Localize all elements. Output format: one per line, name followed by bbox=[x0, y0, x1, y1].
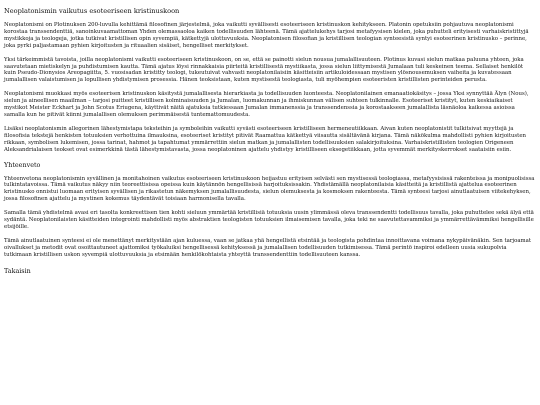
paragraph-intro-4: Lisäksi neoplatonismin allegorinen lähestymistapa teksteihin ja symboleihin vaikutti syvästi esoteeriseen kristilliseen hermeneutiikkaan. Aivan kuten neoplatonistit tulkitsivat myyttejä ja filosofisia tekstejä henkisten totuuksien verhottuina ilmauksina, esoteeriset kristityt pitivät Raamattua kätkettyä viisautta sisältävänä kirjana. Tämä näkökulma mahdollisti pyhien kirjoitusten rikkaan, symbolisen lukemisen, jossa tarinat, hahmot ja tapahtumat ymmärrettiin sielun matkan ja jumalallisten todellisuuksien salakirjoituksina. Varhaiskristillisten teologien Origeneen Aleksandrialaisen teokset ovat esimerkkinä tästä lähestymistavasta, jossa neoplatoninen ajattelu yhdistyy kristilliseen eksegetiikkaan, jotta syvemmät merkityskerrokset saataisiin esiin. bbox=[4, 125, 527, 153]
page-title: Neoplatonismin vaikutus esoteeriseen kristinuskoon bbox=[4, 7, 180, 15]
paragraph-summary-1: Yhteenvetona neoplatonismin syvällinen ja monitahoinen vaikutus esoteeriseen kristinuskoon heijastuu erityisen selvästi sen mystisessä teologiassa, metafyysisissä rakenteissa ja monipuolisissa tulkintatavoissa. Tämä vaikutus näkyy niin teoreettisissa opeissa kuin käytännön hengellisissä harjoituksissakin. Yhdistämällä neoplatonilaisia käsitteitä ja kristillistä ajattelua esoteerinen kristinusko onnistui luomaan erityisen syvällisen ja rikastetun näkemyksen jumalallisuudesta, sielun olemuksesta ja kosmoksen rakenteesta. Tämä synteesi tarjosi ainutlaatuisen viitekehyksen, jossa filosofinen ajattelu ja mystinen kokemus täydentävät toisiaan harmonisella tavalla. bbox=[4, 175, 535, 203]
paragraph-intro-3: Neoplatonismi muokkasi myös esoteerisen kristinuskon käsitystä jumalallisesta hierarkiasta ja todellisuuden luonteesta. Neoplatonilainen emanaatiokäsitys – jossa Yksi synnyttää Älyn (Nous), sielun ja aineellisen maailman – tarjosi puitteet kristillisen kolminaisuuden ja Jumalan, luomakunnan ja ihmiskunnan välisen suhteen tulkinnalle. Esoteeriset kristityt, kuten keskiaikaiset mystikot Meister Eckhart ja John Scotus Eriugena, käyttivät näitä ajatuksia tutkiessaan Jumalan immanenssia ja transsendenssia ja korostaakseen jumalallista läsnäoloa kaikessa asioissa samalla kun he pitivät kiinni jumalallisen olemuksen perimmäisestä tuntemattomuudesta. bbox=[4, 91, 529, 118]
summary-heading: Yhteenveto bbox=[4, 160, 41, 169]
paragraph-intro-1: Neoplatonismi on Plotinuksen 200-luvulla kehittämä filosofinen järjestelmä, joka vaikutti syvällisesti esoteeriseen kristinuskon kehitykseen. Platonin opetuksiin pohjautuva neoplatonismi korostaa transsendenttiä, sanoinkuvaamattoman Yhden olemassaoloa kaiken todellisuuden lähteenä. Tämä ajattelukehys tarjosi metafyysisen kielen, joka puhutteli erityisesti varhaiskristittyjä mystikkoja ja teologeja, jotka tutkivat kristillisen opin syvempiä, kätkettyjä ulottuvuuksia. Neoplatonisen filosofian ja kristillisen teologian synteesistä syntyi esoteerinen kristinusko – perinne, joka pyrki paljastamaan pyhien kirjoitusten ja rituaalien sisäiset, hengelliset merkitykset. bbox=[4, 22, 529, 49]
paragraph-intro-2: Yksi tärkeimmistä tavoista, joilla neoplatonismi vaikutti esoteeriseen kristinuskoon, on se, että se painotti sielun nousua jumalallisuuteen. Plotinus kuvasi sielun matkaa paluuna yhteen, joka saavutetaan mietiskelyn ja puhdistumisen kautta. Tämä ajatus löysi rinnakkaisia piirteitä kristillisestä mystiikasta, jossa sielun liittymisestä Jumalaan tuli keskeinen teema. Sellaiset henkilöt kuin Pseudo-Dionysios Areopagiitta, 5. vuosisadan kristitty teologi, tukeutuivat vahvasti neoplatonilaisiin käsitteisiin artikuloidessaan mystisen ylösnousemuksen vaiheita ja kuvatessaan jumalallisen valaistumisen ja lopullisen yhdistymisen prosessia. Hänen teoksistaan, kuten mystisestä teologiasta, tuli myöhempien esoteeristen kristillisten perinteiden perusta. bbox=[4, 56, 524, 84]
paragraph-summary-3: Tämä ainutlaatuinen synteesi ei ole menettänyt merkitystään ajan kuluessa, vaan se jatkaa yhä hengellistä etsintää ja teologista pohdintaa innoittavana voimana nykypäivänäkin. Sen tarjoamat oivallukset ja metodit ovat osoittautuneet ajattomiksi työkaluiksi hengellisessä kehityksessä ja jumalallisen todellisuuden tutkimisessa. Tämä perintö inspiroi edelleen uusia sukupolvia tutkimaan kristillisen uskon syvempiä ulottuvuuksia ja etsimään henkilökohtaista yhteyttä transsendenttiin todellisuuteen kanssa. bbox=[4, 237, 532, 258]
back-link[interactable]: Takaisin bbox=[4, 266, 31, 275]
paragraph-summary-2: Samalla tämä yhdistelmä avasi eri tasolta konkreettisen tien kohti sieluun ymmärtää kristillisiä totuuksia uusin ylimmässä oleva transsendentti todellisuus tavalla, joka puhuttelee sekä älyä että sydäntä. Neoplatonilaisten käsitteiden integrointi mahdollisti myös abstraktien teologisten totuuksien ilmaisemisen tavalla, joka teki ne saavutettavammiksi ja ymmärrettävämmiksi hengellisille etsijöille. bbox=[4, 210, 534, 230]
